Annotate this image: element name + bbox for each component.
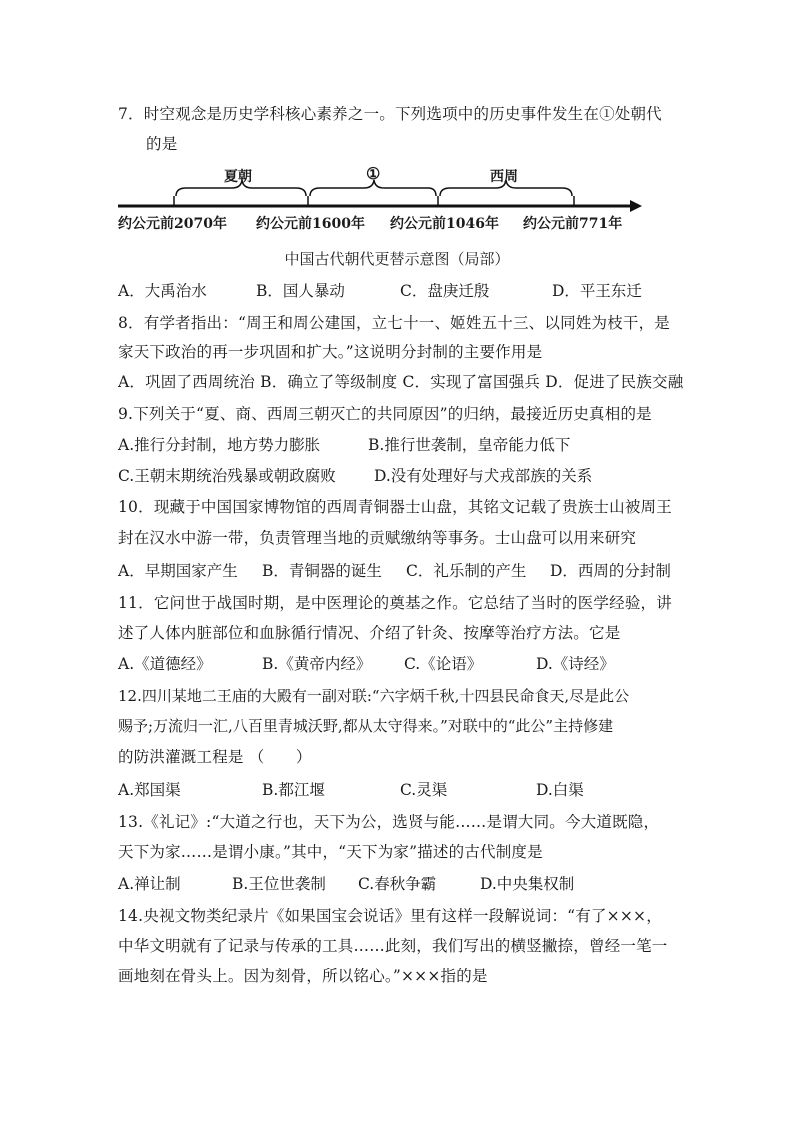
q7-option-a: A．大禹治水 — [118, 282, 207, 300]
q11-option-c: C.《论语》 — [404, 655, 483, 673]
q8-options: A．巩固了西周统治 B．确立了等级制度 C．实现了富国强兵 D．促进了民族交融 — [118, 373, 684, 391]
q9-option-a: A.推行分封制，地方势力膨胀 — [118, 436, 321, 454]
q7-option-b: B．国人暴动 — [256, 282, 345, 300]
q10-stem-line2: 封在汉水中游一带，负责管理当地的贡赋缴纳等事务。士山盘可以用来研究 — [118, 529, 637, 547]
q13-stem-line1: 13.《礼记》:“大道之行也，天下为公，选贤与能……是谓大同。今大道既隐， — [118, 813, 660, 831]
q12-stem-line3: 的防洪灌溉工程是 （ ） — [118, 748, 312, 766]
q14-stem-line2: 中华文明就有了记录与传承的工具……此刻，我们写出的横竖撇捺，曾经一笔一 — [118, 937, 668, 955]
date-label: 约公元前2070年 — [118, 216, 227, 232]
q7-stem-line1: 7．时空观念是历史学科核心素养之一。下列选项中的历史事件发生在①处朝代 — [118, 105, 662, 123]
q13-option-b: B.王位世袭制 — [232, 875, 326, 893]
q12-option-c: C.灵渠 — [400, 781, 448, 799]
q12-option-a: A.郑国渠 — [118, 781, 181, 799]
date-label: 约公元前771年 — [523, 216, 623, 232]
q9-option-b: B.推行世袭制，皇帝能力低下 — [368, 436, 571, 454]
q11-option-a: A.《道德经》 — [118, 655, 212, 673]
q10-stem-line1: 10．现藏于中国国家博物馆的西周青铜器士山盘，其铭文记载了贵族士山被周王 — [118, 498, 672, 516]
q12-option-d: D.白渠 — [536, 781, 584, 799]
q13-option-c: C.春秋争霸 — [358, 875, 437, 893]
q9-option-d: D.没有处理好与犬戎部族的关系 — [374, 467, 593, 485]
timeline-caption: 中国古代朝代更替示意图（局部） — [284, 250, 510, 268]
period-label-xizhou: 西周 — [490, 169, 518, 185]
q14-stem-line1: 14.央视文物类纪录片《如果国宝会说话》里有这样一段解说词：“有了×××， — [118, 907, 662, 925]
period-label-blank: ① — [366, 164, 381, 183]
q12-stem-line2: 赐予;万流归一汇,八百里青城沃野,都从太守得来。”对联中的“此公”主持修建 — [118, 717, 614, 735]
date-label: 约公元前1046年 — [390, 216, 499, 232]
date-label: 约公元前1600年 — [256, 216, 365, 232]
q13-option-a: A.禅让制 — [118, 875, 181, 893]
timeline-arrowhead — [630, 200, 642, 212]
q10-option-b: B．青铜器的诞生 — [262, 562, 382, 580]
q12-option-b: B.都江堰 — [262, 781, 325, 799]
q9-option-c: C.王朝末期统治残暴或朝政腐败 — [118, 467, 336, 485]
q9-stem: 9.下列关于“夏、商、西周三朝灭亡的共同原因”的归纳，最接近历史真相的是 — [118, 405, 652, 423]
q13-option-d: D.中央集权制 — [480, 875, 575, 893]
q11-stem-line1: 11．它问世于战国时期，是中医理论的奠基之作。它总结了当时的医学经验，讲 — [118, 594, 672, 612]
q7-option-d: D．平王东迁 — [552, 282, 642, 300]
q11-stem-line2: 述了人体内脏部位和血脉循行情况、介绍了针灸、按摩等治疗方法。它是 — [118, 624, 621, 642]
q10-option-a: A．早期国家产生 — [118, 562, 238, 580]
period-label-xia: 夏朝 — [224, 169, 252, 185]
q10-option-d: D．西周的分封制 — [550, 562, 671, 580]
q12-stem-line1: 12.四川某地二王庙的大殿有一副对联:“六字炳千秋,十四县民命食天,尽是此公 — [118, 687, 630, 705]
q11-option-d: D.《诗经》 — [536, 655, 615, 673]
q10-option-c: C．礼乐制的产生 — [406, 562, 527, 580]
q13-stem-line2: 天下为家……是谓小康。”其中，“天下为家”描述的古代制度是 — [118, 843, 543, 861]
q11-option-b: B.《黄帝内经》 — [262, 655, 372, 673]
q7-stem-line2: 的是 — [146, 135, 178, 153]
q8-stem-line2: 家天下政治的再一步巩固和扩大。”这说明分封制的主要作用是 — [118, 343, 543, 361]
q8-stem-line1: 8．有学者指出：“周王和周公建国，立七十一、姬姓五十三、以同姓为枝干，是 — [118, 314, 670, 332]
q7-option-c: C．盘庚迁殷 — [400, 282, 490, 300]
q14-stem-line3: 画地刻在骨头上。因为刻骨，所以铭心。”×××指的是 — [118, 967, 488, 985]
